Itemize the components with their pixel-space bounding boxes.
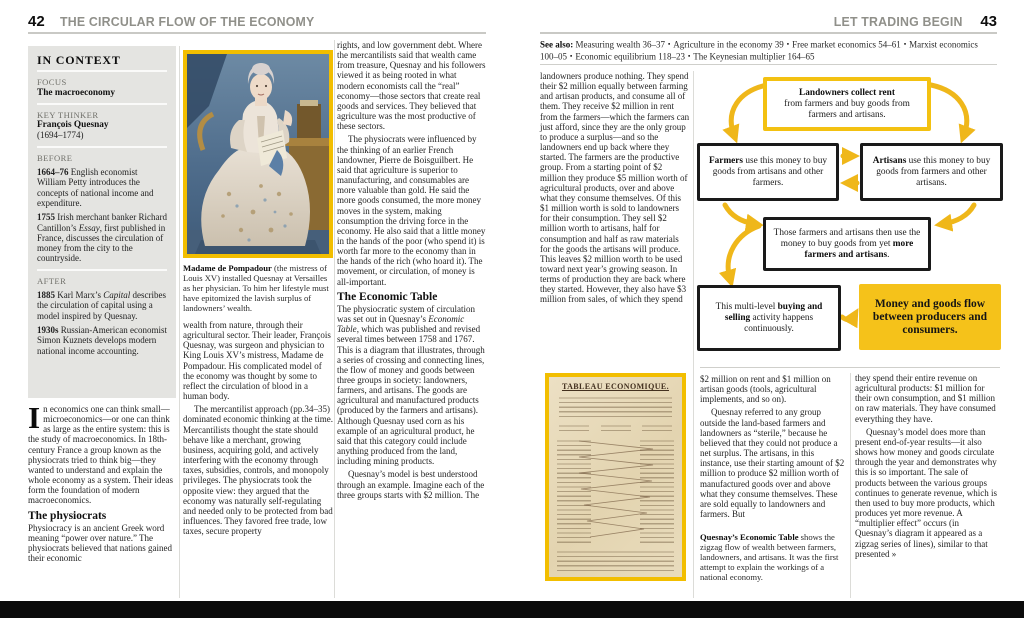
- column-divider: [334, 40, 335, 598]
- tableau-script-lines: [559, 394, 672, 418]
- after-item: 1885 Karl Marx’s Capital describes the circulation of capital using a model inspired by Quesnay.: [37, 290, 167, 321]
- tableau-zigzag: [557, 437, 674, 545]
- right-column-1-text: landowners produce nothing. They spend their $2 million equally between farming and artisan products, and consume all of them. They receive $2 million in rent from the farmers—which the farmers can just afford, since they are the only group to produce a surplus—and so the landowners end up back where they started. The farmers are the productive group. From a starting point of $2 million they produce $5 million worth of agricultural products, over and above what they consume themselves. Of this $1 million worth is sold to landowners for their consumption. They sell $2 million worth to artisans, half for consumption and half as raw materials for the goods the artisans will produce. This leaves $2 million worth to be used toward next year’s growing season. In terms of production they are back where they started. However, they also have $3 million from sales, of which they spend: [540, 71, 690, 305]
- arrow-landowners-to-farmers: [731, 85, 767, 135]
- before-item: 1755 Irish merchant banker Richard Cantillon’s Essay, first published in France, discusses the circulation of money from the city to the countryside.: [37, 212, 167, 264]
- drop-cap: I: [28, 400, 41, 435]
- before-label: BEFORE: [37, 152, 73, 163]
- diagram-box-money-goods: Money and goods flow between producers and consumers.: [859, 284, 1001, 350]
- portrait-caption: Madame de Pompadour (the mistress of Louis XV) installed Quesnay at Versailles as her physician. To him her lifestyle must have epitomized the lavish surplus of landowners’ wealth.: [183, 263, 329, 313]
- right-page-header: [540, 13, 997, 31]
- right-column-2-text: $2 million on rent and $1 million on artisan goods (tools, agricultural implements, and so on). Quesnay referred to any group outside the land-based farmers and landowners as “sterile,” because he believed that they could not produce a net surplus. The artisans, in this instance, use their starting amount of $2 million to produce $2 million worth of manufactured goods over and above what they consume themselves. These are sold equally to landowners and farmers. But Quesnay’s Economic Table shows the zigzag flow of wealth between farmers, landowners, and artisans. It was the first attempt to explain the workings of a national economy.: [700, 374, 848, 586]
- pompadour-portrait-image: [183, 50, 333, 258]
- diagram-box-reuse: Those farmers and artisans then use the money to buy goods from yet more farmers and artisans.: [763, 217, 931, 271]
- right-page-number: 43: [980, 13, 997, 30]
- section-heading-physiocrats: The physiocrats: [28, 509, 107, 522]
- key-thinker-name: François Quesnay: [37, 120, 109, 131]
- tableau-caption: Quesnay’s Economic Table shows the zigzag flow of wealth between farmers, landowners, and artisans. It was the first attempt to explain the workings of a national economy.: [700, 532, 839, 582]
- circular-flow-diagram: [697, 71, 1003, 365]
- column-divider: [693, 71, 694, 598]
- diagram-box-farmers: Farmers use this money to buy goods from artisans and other farmers.: [697, 143, 839, 201]
- right-page-title: LET TRADING BEGIN: [833, 14, 963, 29]
- left-column-3-text: rights, and low government debt. Where the mercantilists said that wealth came from treasure, Quesnay and his followers viewed it as being rooted in what modern economists call the “real” economy—those sectors that create real goods and services. They believed that agriculture was the most productive of these sectors. The physiocrats were influenced by the thinking of an earlier French landowner, Pierre de Boisguilbert. He said that agriculture is superior to manufacturing, and consumables are more valuable than gold. He said the more goods consumed, the more money moves in the system, making consumption the driving force in the economy. He also said that a little money in the hands of the poor (who spend it) is worth far more to the economy than in the hands of the rich (who hoard it). The movement, or circulation, of money is all-important. The Economic Table The physiocratic system of circulation was set out in Quesnay’s Economic Table, which was published and revised several times between 1758 and 1767. This is a diagram that illustrates, through a series of crossing and connecting lines, the flow of money and goods between three groups in society: landowners, farmers, and artisans. The goods are agricultural and manufactured products (produced by the farmers and artisans). Although Quesnay used corn as his example of an agricultural product, he said that this category could include anything produced from the land, including mining products. Quesnay’s model is best understood through an example. Imagine each of the three groups starts with $2 million. The: [337, 40, 486, 500]
- tableau-title: TABLEAU ECONOMIQUE.: [561, 382, 670, 391]
- diagram-box-landowners: Landowners collect rent from farmers and buy goods from farmers and artisans.: [763, 77, 931, 131]
- diagram-bottom-rule: [700, 367, 1000, 368]
- arrow-farmers-to-reuse: [725, 205, 755, 224]
- focus-value: The macroeconomy: [37, 87, 116, 98]
- diagram-box-artisans: Artisans use this money to buy goods from farmers and other artisans.: [860, 143, 1003, 201]
- diagram-box-multilevel: This multi-level buying and selling activity happens continuously.: [697, 285, 841, 351]
- arrow-reuse-to-multilevel: [728, 226, 759, 279]
- in-context-sidebar: [28, 46, 176, 398]
- column-divider: [179, 46, 180, 598]
- after-item: 1930s Russian-American economist Simon Kuznets develops modern national income accounting.: [37, 324, 167, 356]
- tableau-economique-image: [545, 373, 686, 581]
- see-also-rule: [540, 64, 997, 65]
- arrow-landowners-to-artisans: [931, 85, 967, 135]
- portrait-illustration: [187, 54, 329, 254]
- right-column-3-text: they spend their entire revenue on agricultural products: $1 million for their own consumption, and $1 million on raw materials. They have consumed everything they have. Quesnay’s model does more than present end-of-year results—it also shows how money and goods circulate through the year and demonstrates why this is so important. The sale of products between the various groups continues to generate revenue, which is then used to buy more products, which produces yet more revenue. A “multiplier effect” occurs (in Quesnay’s diagram it appeared as a zigzag series of lines), similar to that presented »: [855, 373, 997, 559]
- in-context-heading: IN CONTEXT: [37, 55, 167, 72]
- key-thinker-dates: (1694–1774): [37, 130, 84, 141]
- right-header-rule: [540, 32, 997, 34]
- left-column-1-text: In economics one can think small—microeconomics—or one can think as large as the entire system: this is the study of macroeconomics. In 18th-century France a group known as the physiocrats tried to think big—they wanted to understand and explain the whole economy as a system. Their ideas form the foundation of modern macroeconomics. The physiocrats Physiocracy is an ancient Greek word meaning “power over nature.” The physiocrats believed that nations gained their economic: [28, 404, 176, 566]
- page-bottom-edge: [0, 601, 1024, 618]
- before-item: 1664–76 English economist William Petty introduces the concepts of national income and expenditure.: [37, 167, 154, 208]
- left-header-rule: [28, 32, 486, 34]
- arrow-artisans-to-reuse: [943, 205, 974, 224]
- left-page-title: THE CIRCULAR FLOW OF THE ECONOMY: [60, 14, 315, 29]
- key-thinker-label: KEY THINKER: [37, 109, 99, 120]
- column-divider: [850, 373, 851, 598]
- left-page-number: 42: [28, 13, 45, 30]
- after-label: AFTER: [37, 275, 67, 286]
- section-heading-economic-table: The Economic Table: [337, 290, 438, 303]
- arrow-multilevel-to-money: [842, 316, 854, 320]
- tableau-column-headers: [559, 422, 672, 434]
- see-also-block: See also: Measuring wealth 36–37 ▪ Agriculture in the economy 39 ▪ Free market economics 54–61 ▪ Marxist economics 100–05 ▪ Economic equilibrium 118–23 ▪ The Keynesian multiplier 164–65: [540, 39, 978, 62]
- left-column-2-text: wealth from nature, through their agricultural sector. Their leader, François Quesnay, was surgeon and physician to King Louis XV’s mistress, Madame de Pompadour. His complicated model of the economy was thought by some to reflect the circulation of blood in a human body. The mercantilist approach (pp.34–35) dominated economic thinking at the time. Mercantilists thought the state should behave like a merchant, growing business, acquiring gold, and actively interfering with the economy through taxes, subsidies, controls, and monopoly privileges. The physiocrats took the opposite view: they argued that the economy was naturally self-regulating and needed only to be protected from bad influences. They favored free trade, low taxes, secure property: [183, 320, 333, 537]
- tableau-script-lines: [557, 548, 674, 574]
- focus-label: FOCUS: [37, 77, 67, 88]
